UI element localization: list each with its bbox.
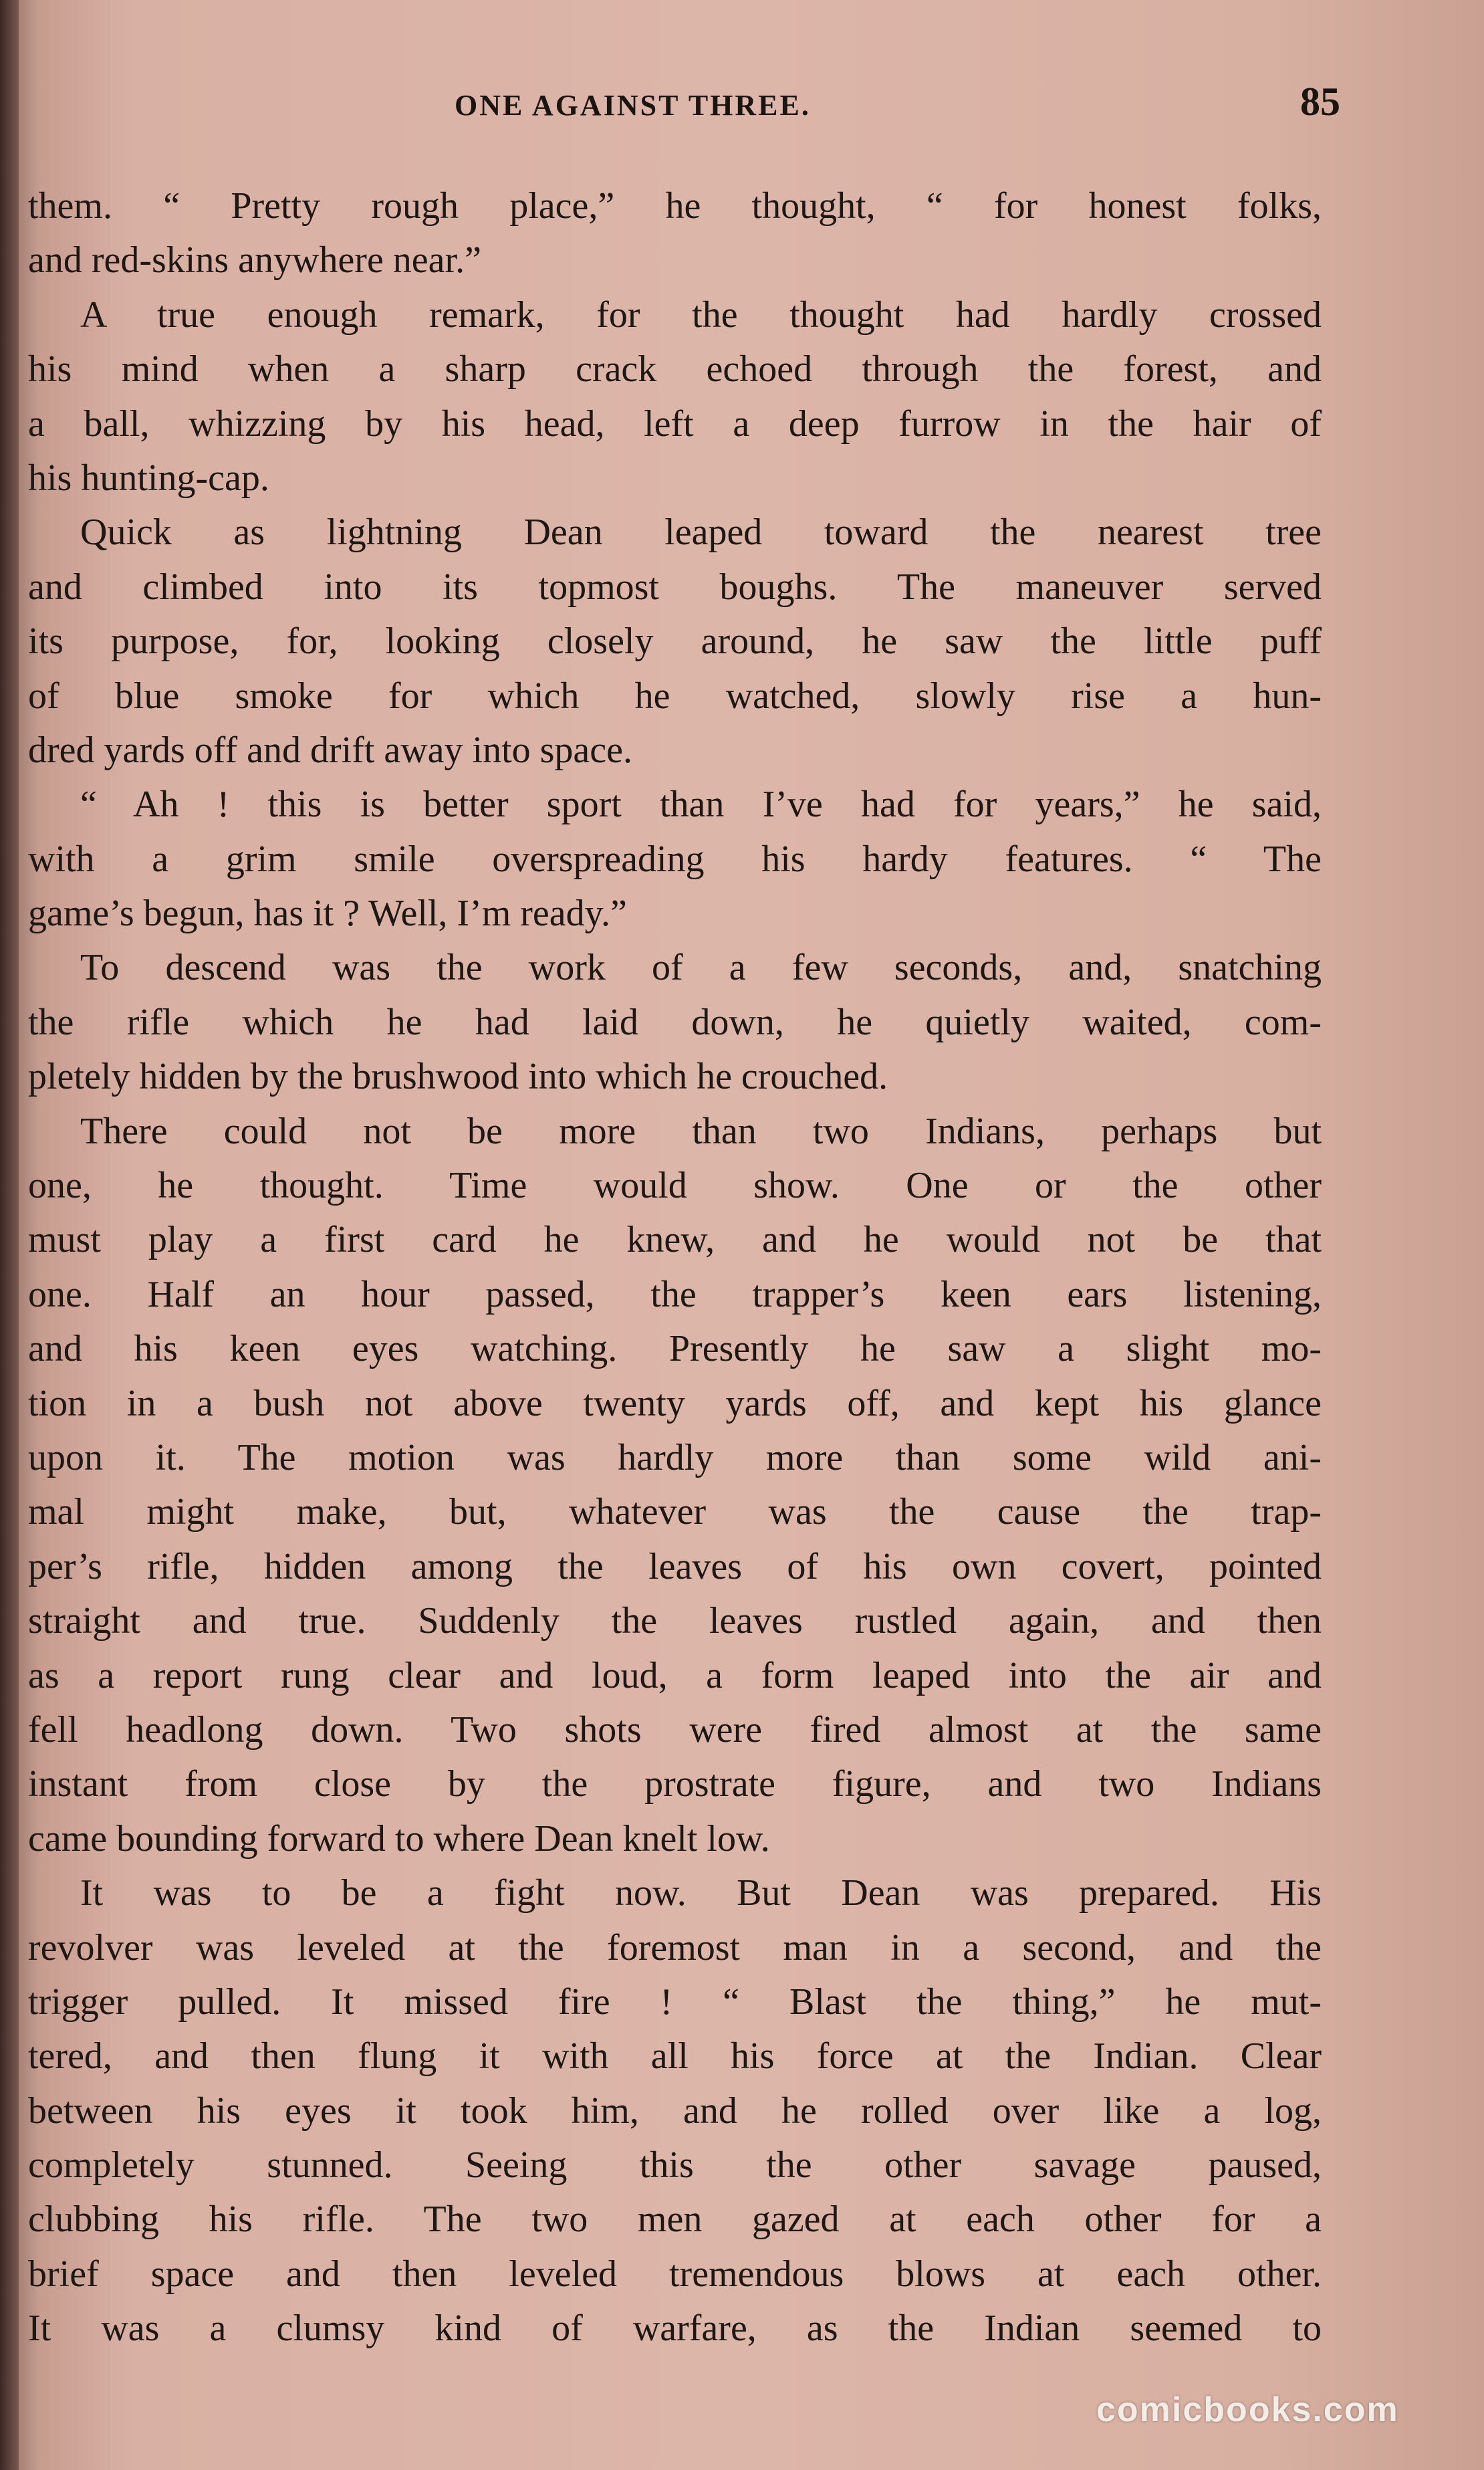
text-line: There could not be more than two Indians, perhaps but bbox=[80, 1110, 1322, 1152]
body-text bbox=[28, 179, 1322, 2356]
text-line: pletely hidden by the brushwood into which he crouched. bbox=[28, 1056, 888, 1098]
text-line: and climbed into its topmost boughs. The maneuver served bbox=[28, 566, 1322, 608]
text-line: instant from close by the prostrate figure, and two Indians bbox=[28, 1763, 1322, 1805]
text-line: his mind when a sharp crack echoed through the forest, and bbox=[28, 348, 1322, 390]
text-line: A true enough remark, for the thought had hardly crossed bbox=[80, 294, 1322, 336]
text-line: one. Half an hour passed, the trapper’s keen ears listening, bbox=[28, 1273, 1322, 1315]
text-line: Quick as lightning Dean leaped toward the nearest tree bbox=[80, 512, 1322, 554]
text-line: between his eyes it took him, and he rolled over like a log, bbox=[28, 2090, 1322, 2132]
binding-gutter bbox=[0, 0, 19, 2470]
text-line: tered, and then flung it with all his force at the Indian. Clear bbox=[28, 2035, 1322, 2078]
text-line: his hunting-cap. bbox=[28, 457, 269, 499]
text-line: one, he thought. Time would show. One or the other bbox=[28, 1165, 1322, 1207]
text-line: came bounding forward to where Dean knelt low. bbox=[28, 1817, 770, 1860]
running-head: ONE AGAINST THREE. bbox=[455, 89, 811, 122]
text-line: completely stunned. Seeing this the other savage paused, bbox=[28, 2144, 1322, 2186]
text-line: brief space and then leveled tremendous blows at each other. bbox=[28, 2253, 1322, 2295]
watermark: comicbooks.com bbox=[1096, 2390, 1399, 2429]
text-line: It was a clumsy kind of warfare, as the Indian seemed to bbox=[28, 2308, 1322, 2350]
text-line: clubbing his rifle. The two men gazed at each other for a bbox=[28, 2199, 1322, 2241]
text-line: them. “ Pretty rough place,” he thought, “ for honest folks, bbox=[28, 185, 1322, 227]
text-line: as a report rung clear and loud, a form leaped into the air and bbox=[28, 1654, 1322, 1696]
text-line: revolver was leveled at the foremost man in a second, and the bbox=[28, 1926, 1322, 1969]
text-line: with a grim smile overspreading his hardy features. “ The bbox=[28, 838, 1322, 880]
text-line: the rifle which he had laid down, he quietly waited, com- bbox=[28, 1001, 1322, 1043]
text-line: To descend was the work of a few seconds, and, snatching bbox=[80, 947, 1322, 989]
text-line: tion in a bush not above twenty yards off, and kept his glance bbox=[28, 1382, 1322, 1424]
text-line: per’s rifle, hidden among the leaves of his own covert, pointed bbox=[28, 1545, 1322, 1587]
text-line: and his keen eyes watching. Presently he saw a slight mo- bbox=[28, 1328, 1322, 1370]
text-line: trigger pulled. It missed fire ! “ Blast the thing,” he mut- bbox=[28, 1981, 1322, 2023]
page-header bbox=[27, 79, 1364, 132]
text-line: of blue smoke for which he watched, slowly rise a hun- bbox=[28, 675, 1322, 717]
text-line: mal might make, but, whatever was the cause the trap- bbox=[28, 1491, 1322, 1533]
text-line: and red-skins anywhere near.” bbox=[28, 239, 481, 282]
text-line: It was to be a fight now. But Dean was prepared. His bbox=[80, 1872, 1322, 1914]
text-line: dred yards off and drift away into space. bbox=[28, 729, 632, 771]
text-line: a ball, whizzing by his head, left a deep furrow in the hair of bbox=[28, 403, 1322, 445]
text-line: must play a first card he knew, and he would not be that bbox=[28, 1219, 1322, 1261]
text-line: its purpose, for, looking closely around, he saw the little puff bbox=[28, 621, 1322, 663]
page-number: 85 bbox=[1300, 80, 1340, 124]
text-line: upon it. The motion was hardly more than some wild ani- bbox=[28, 1436, 1322, 1478]
text-line: “ Ah ! this is better sport than I’ve had for years,” he said, bbox=[80, 784, 1322, 826]
text-line: game’s begun, has it ? Well, I’m ready.” bbox=[28, 893, 627, 935]
text-line: fell headlong down. Two shots were fired almost at the same bbox=[28, 1708, 1322, 1751]
text-line: straight and true. Suddenly the leaves rustled again, and then bbox=[28, 1600, 1322, 1642]
